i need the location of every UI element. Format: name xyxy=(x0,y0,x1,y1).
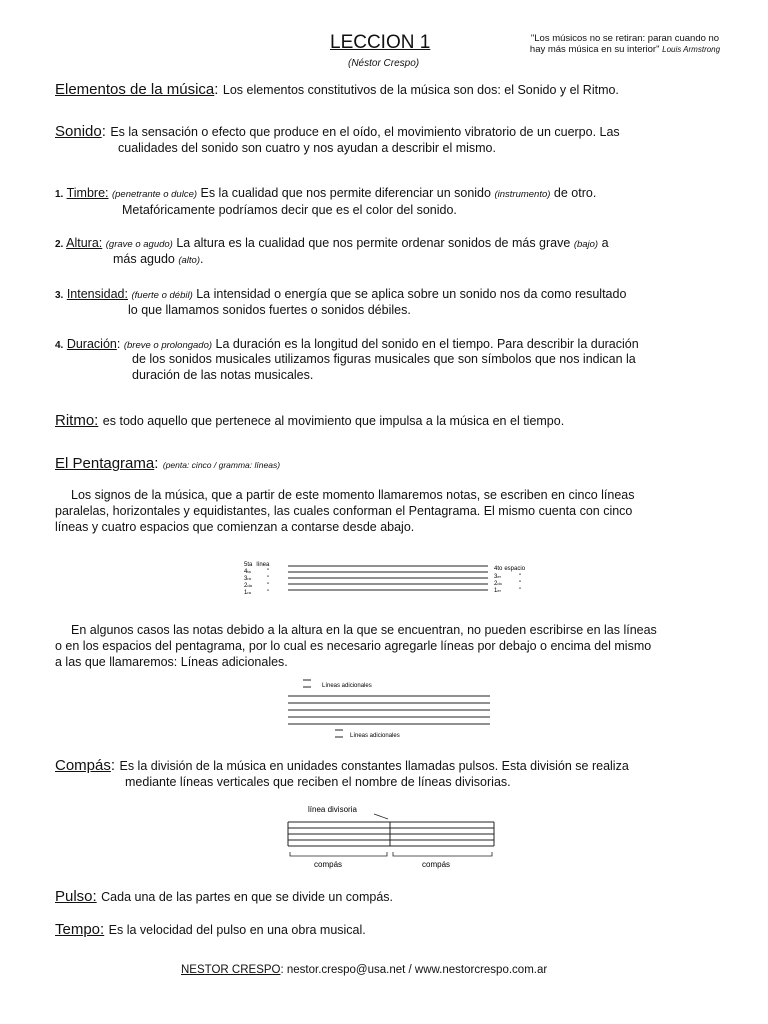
line-label-1: 1ra " xyxy=(244,590,270,596)
footer xyxy=(181,964,547,976)
page-title xyxy=(330,32,430,54)
line-label-2: 2da " xyxy=(244,583,270,589)
intensidad-heading: Intensidad: xyxy=(66,287,128,301)
quote-line-2: hay más música en su interior" Louis Armstrong xyxy=(529,44,721,55)
tempo-text: Es la velocidad del pulso en una obra musical. xyxy=(108,923,366,937)
elementos-text: Los elementos constitutivos de la música son dos: el Sonido y el Ritmo. xyxy=(222,83,619,97)
sonido-heading: Sonido xyxy=(55,123,102,140)
measure-figure xyxy=(280,800,505,875)
pentagrama-section: El Pentagrama: (penta: cinco / gramma: líneas) xyxy=(55,455,281,472)
timbre-heading: Timbre: xyxy=(66,186,109,200)
elementos-heading: Elementos de la música xyxy=(55,81,215,98)
pulso-section xyxy=(55,888,393,906)
duracion-heading: Duración xyxy=(66,337,117,351)
line-label-5: 5ta línea xyxy=(244,562,270,568)
intensidad-number: 3. xyxy=(55,290,64,301)
altura-number: 2. xyxy=(55,239,64,250)
pulso-heading: Pulso: xyxy=(55,888,97,905)
compas-section: Compás: Es la división de la música en unidades constantes llamadas pulsos. Esta división se realiza xyxy=(55,757,629,774)
pentagrama-heading: El Pentagrama xyxy=(55,455,155,472)
elementos-section: Elementos de la música: Los elementos constitutivos de la música son dos: el Sonido y el Ritmo. xyxy=(55,81,619,98)
footer-name: NESTOR CRESPO xyxy=(181,964,281,976)
measure-label-1: compás xyxy=(314,860,343,869)
quote-author: Louis Armstrong xyxy=(662,45,721,54)
duracion-item: 4. Duración: (breve o prolongado) La duración es la longitud del sonido en el tiempo. Para describir la duración xyxy=(55,337,639,351)
space-label-1: 1er " xyxy=(494,588,522,594)
measure-brackets xyxy=(290,852,492,856)
compas-line-1: Es la división de la música en unidades constantes llamadas pulsos. Esta división se realiza xyxy=(119,759,629,773)
compas-heading: Compás xyxy=(55,757,111,774)
altura-heading: Altura: xyxy=(66,236,103,250)
ledger-lines-figure xyxy=(280,676,500,744)
space-label-2: 2do " xyxy=(494,581,522,587)
staff-figure xyxy=(238,558,548,600)
tempo-heading: Tempo: xyxy=(55,921,105,938)
ritmo-section xyxy=(55,412,564,430)
space-label-3: 3er " xyxy=(494,574,522,580)
pentagrama-paragraph: Los signos de la música, que a partir de este momento llamaremos notas, se escriben en cinco líneas paralelas, horizontales y equidistantes, las cuales conforman el Pentagrama. El mismo cuenta con cinco líneas y cuatro espacios que comienzan a contarse desde abajo. xyxy=(55,488,635,534)
staff-lines xyxy=(288,566,488,590)
duracion-number: 4. xyxy=(55,340,64,351)
intensidad-line-2: lo que llamamos sonidos fuertes o sonidos débiles. xyxy=(128,303,411,317)
timbre-line-2: Metafóricamente podríamos decir que es el color del sonido. xyxy=(122,203,457,217)
pulso-text: Cada una de las partes en que se divide un compás. xyxy=(101,890,394,904)
intensidad-item: 3. Intensidad: (fuerte o débil) La intensidad o energía que se aplica sobre un sonido nos da como resultado xyxy=(55,287,627,301)
footer-contact: : nestor.crespo@usa.net / www.nestorcrespo.com.ar xyxy=(280,964,548,976)
staff-lines xyxy=(288,696,490,724)
altura-line-2: más agudo (alto). xyxy=(113,252,204,266)
ledger-label-top: Líneas adicionales xyxy=(322,683,372,689)
ledger-label-bottom: Líneas adicionales xyxy=(350,733,400,739)
line-label-3: 3ra " xyxy=(244,576,270,582)
space-label-4: 4to espacio xyxy=(494,566,526,572)
line-labels xyxy=(244,562,270,596)
line-label-4: 4ta " xyxy=(244,569,270,575)
quote-line-1: "Los músicos no se retiran: paran cuando no xyxy=(530,33,720,44)
compas-line-2: mediante líneas verticales que reciben el nombre de líneas divisorias. xyxy=(125,775,511,789)
duracion-line-2: de los sonidos musicales utilizamos figuras musicales que son símbolos que nos indican la xyxy=(132,352,636,366)
adicionales-paragraph: En algunos casos las notas debido a la altura en la que se encuentran, no pueden escribirse en las líneas o en los espacios del pentagrama, por lo cual es necesario agregarle líneas por debajo o encima del mismo a las que llamaremos: Líneas adicionales. xyxy=(55,623,657,669)
space-labels xyxy=(494,566,526,594)
barline-pointer xyxy=(374,814,388,819)
header-quote xyxy=(520,33,730,55)
author-subtitle: (Néstor Crespo) xyxy=(348,58,420,69)
timbre-number: 1. xyxy=(55,189,64,200)
timbre-item: 1. Timbre: (penetrante o dulce) Es la cualidad que nos permite diferenciar un sonido (instrumento) de otro. xyxy=(55,186,597,200)
barline-label: línea divisoria xyxy=(308,805,357,814)
sonido-section: Sonido: Es la sensación o efecto que produce en el oído, el movimiento vibratorio de un cuerpo. Las xyxy=(55,123,620,140)
tempo-section xyxy=(55,921,366,939)
ritmo-text: es todo aquello que pertenece al movimiento que impulsa a la música en el tiempo. xyxy=(102,414,565,428)
staff-lines xyxy=(288,822,494,846)
ledger-top xyxy=(303,680,311,687)
title-text: LECCION 1 xyxy=(330,32,431,53)
ritmo-heading: Ritmo: xyxy=(55,412,99,429)
altura-item: 2. Altura: (grave o agudo) La altura es la cualidad que nos permite ordenar sonidos de más grave (bajo) a xyxy=(55,236,609,250)
duracion-line-3: duración de las notas musicales. xyxy=(132,368,314,382)
sonido-line-2: cualidades del sonido son cuatro y nos ayudan a describir el mismo. xyxy=(118,141,496,155)
ledger-bottom xyxy=(335,730,343,737)
sonido-line-1: Es la sensación o efecto que produce en el oído, el movimiento vibratorio de un cuerpo. Las xyxy=(110,125,620,139)
measure-label-2: compás xyxy=(422,860,451,869)
pentagrama-note: (penta: cinco / gramma: líneas) xyxy=(162,460,281,470)
